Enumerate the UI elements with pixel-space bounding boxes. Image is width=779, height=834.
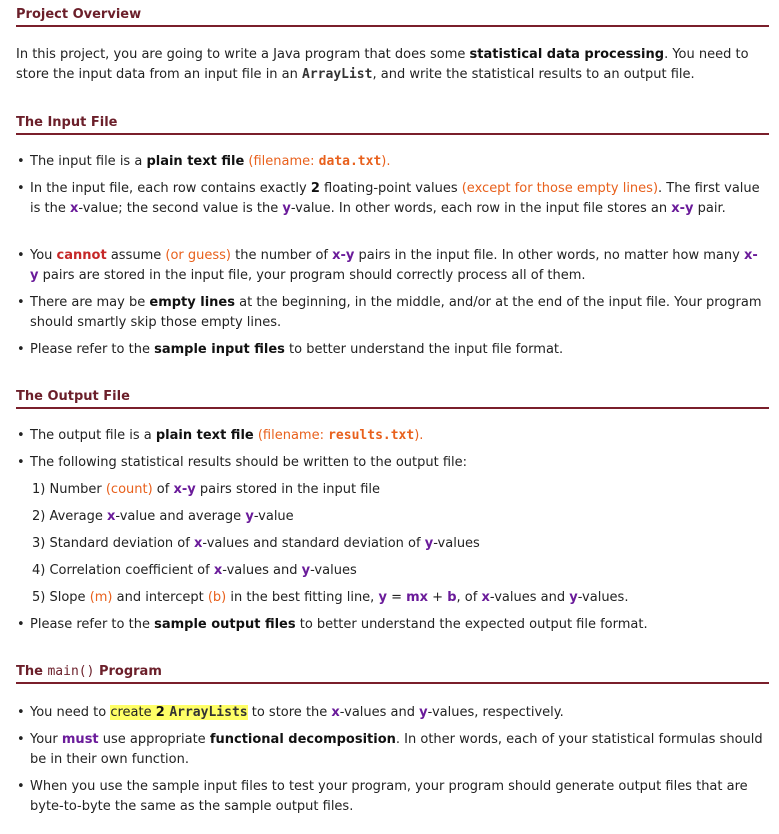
output-item-1: 1) Number (count) of x-y pairs stored in the input file bbox=[32, 482, 381, 497]
output-item-4: 4) Correlation coefficient of x-values and y-values bbox=[32, 563, 357, 578]
input-bullet-5: • Please refer to the sample input files to better understand the input file format. bbox=[16, 340, 766, 360]
output-bullet-3: • Please refer to the sample output files to better understand the expected output file format. bbox=[16, 615, 766, 635]
output-bullet-2: • The following statistical results should be written to the output file: bbox=[16, 453, 766, 473]
section-title-input-file: The Input File bbox=[16, 114, 769, 135]
output-item-2: 2) Average x-value and average y-value bbox=[32, 509, 294, 524]
main-bullet-2: • Your must use appropriate functional decomposition. In other words, each of your statistical formulas should be in their own function. bbox=[16, 730, 766, 770]
section-title-output-file: The Output File bbox=[16, 388, 769, 409]
overview-paragraph: In this project, you are going to write a Java program that does some statistical data processing. You need to store the input data from an input file in an ArrayList, and write the statistical results to an output file. bbox=[16, 47, 749, 82]
input-bullet-4: • There are may be empty lines at the beginning, in the middle, and/or at the end of the input file. Your program should smartly skip those empty lines. bbox=[16, 293, 766, 333]
section-title-project-overview: Project Overview bbox=[16, 6, 769, 27]
main-bullet-3: • When you use the sample input files to test your program, your program should generate output files that are byte-to-byte the same as the sample output files. bbox=[16, 777, 766, 817]
output-item-3: 3) Standard deviation of x-values and standard deviation of y-values bbox=[32, 536, 480, 551]
output-item-5: 5) Slope (m) and intercept (b) in the best fitting line, y = mx + b, of x-values and y-values. bbox=[32, 590, 629, 605]
input-bullet-2: • In the input file, each row contains exactly 2 floating-point values (except for those empty lines). The first value is the x-value; the second value is the y-value. In other words, each row in the input file stores an x-y pair. bbox=[16, 179, 766, 219]
input-bullet-3: • You cannot assume (or guess) the number of x-y pairs in the input file. In other words, no matter how many x-y pairs are stored in the input file, your program should correctly process all of them. bbox=[16, 246, 766, 286]
section-title-main-program: The main() Program bbox=[16, 663, 769, 684]
main-bullet-1: • You need to create 2 ArrayLists to store the x-values and y-values, respectively. bbox=[16, 703, 766, 723]
output-bullet-1: • The output file is a plain text file (filename: results.txt). bbox=[16, 426, 766, 446]
input-bullet-1: • The input file is a plain text file (filename: data.txt). bbox=[16, 152, 766, 172]
